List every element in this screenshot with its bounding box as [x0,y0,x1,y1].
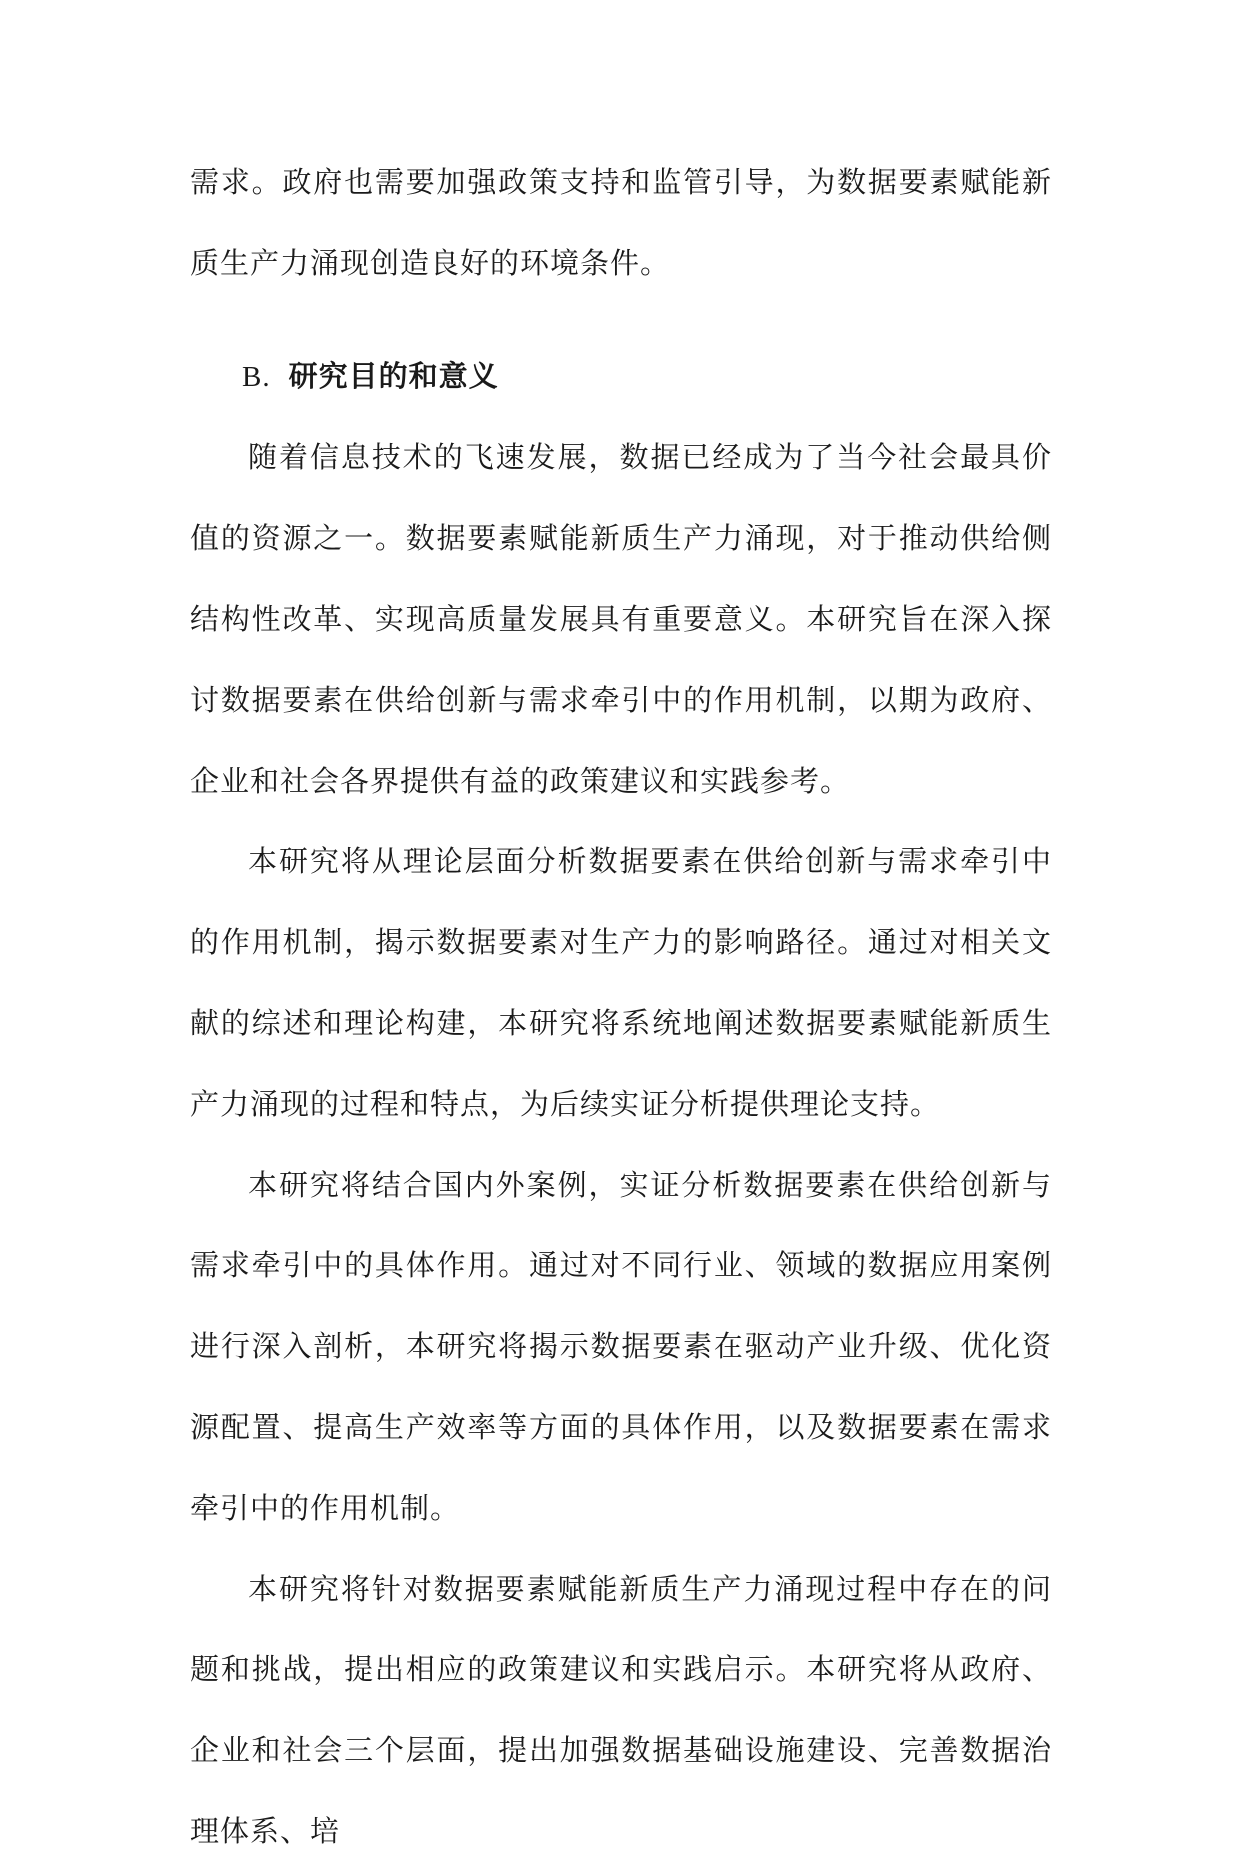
continuation-paragraph: 需求。政府也需要加强政策支持和监管引导，为数据要素赋能新质生产力涌现创造良好的环境条件。 [190,165,1052,280]
body-paragraph-2: 本研究将从理论层面分析数据要素在供给创新与需求牵引中的作用机制，揭示数据要素对生产力的影响路径。通过对相关文献的综述和理论构建，本研究将系统地阐述数据要素赋能新质生产力涌现的过程和特点，为后续实证分析提供理论支持。 [190,844,1052,1121]
body-paragraph-1: 随着信息技术的飞速发展，数据已经成为了当今社会最具价值的资源之一。数据要素赋能新质生产力涌现，对于推动供给侧结构性改革、实现高质量发展具有重要意义。本研究旨在深入探讨数据要素在供给创新与需求牵引中的作用机制，以期为政府、企业和社会各界提供有益的政策建议和实践参考。 [190,440,1052,798]
section-number: B. [242,360,271,393]
section-heading [190,336,1052,418]
page-content [190,142,1052,1872]
body-paragraph-4: 本研究将针对数据要素赋能新质生产力涌现过程中存在的问题和挑战，提出相应的政策建议和实践启示。本研究将从政府、企业和社会三个层面，提出加强数据基础设施建设、完善数据治理体系、培 [190,1571,1052,1848]
section-title: 研究目的和意义 [288,358,499,393]
body-paragraph-3: 本研究将结合国内外案例，实证分析数据要素在供给创新与需求牵引中的具体作用。通过对不同行业、领域的数据应用案例进行深入剖析，本研究将揭示数据要素在驱动产业升级、优化资源配置、提高生产效率等方面的具体作用，以及数据要素在需求牵引中的作用机制。 [190,1167,1052,1525]
